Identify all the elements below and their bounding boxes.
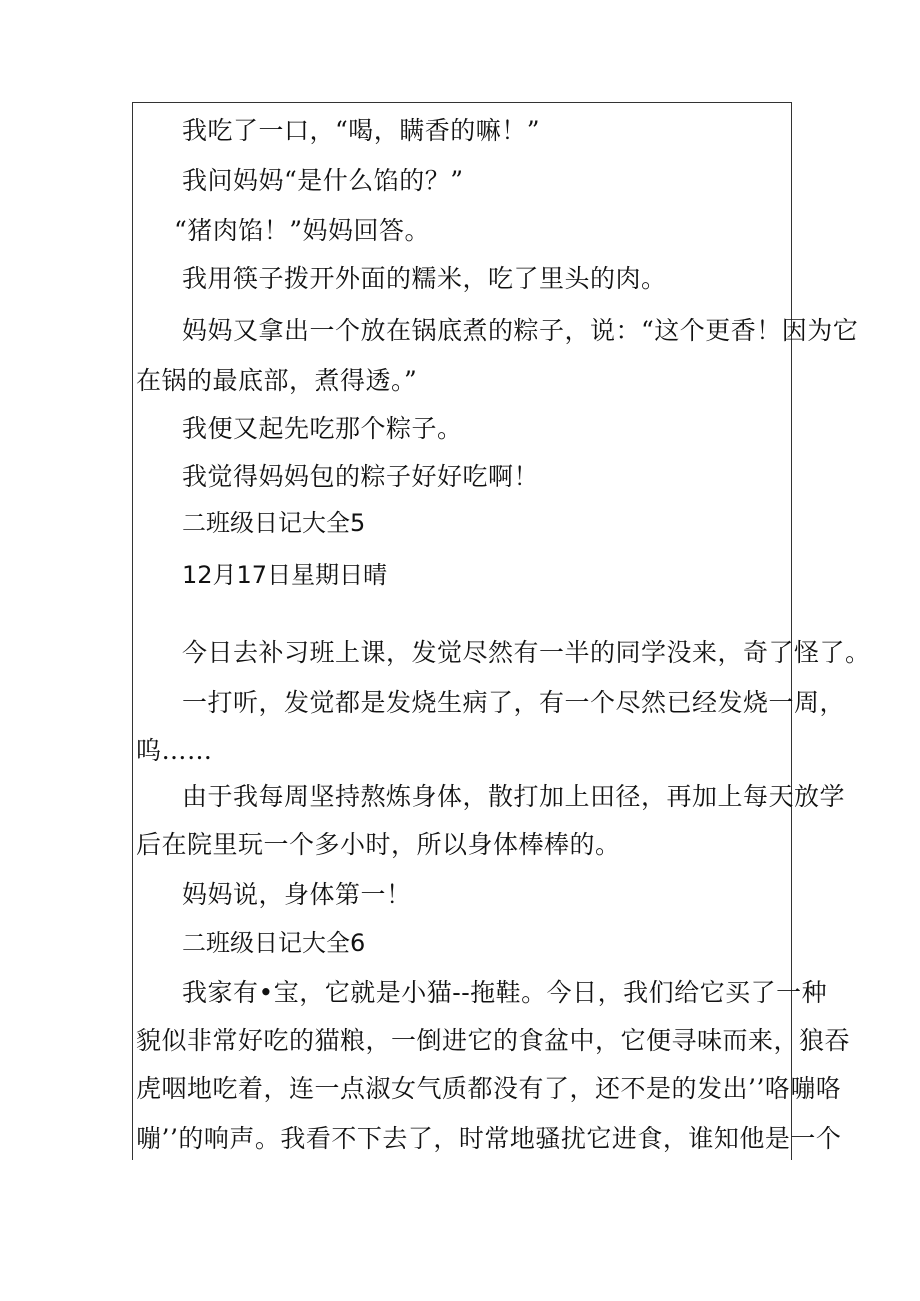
text-line: 嘣’’的响声。我看不下去了，时常地骚扰它进食，谁知他是一个 xyxy=(136,1124,842,1153)
section-heading: 二班级日记大全6 xyxy=(182,929,366,957)
diary-date: 12月17日星期日晴 xyxy=(182,561,388,589)
text-line: 我便又起先吃那个粽子。 xyxy=(182,414,463,443)
text-line: 后在院里玩一个多小时，所以身体棒棒的。 xyxy=(136,830,621,859)
text-line: 由于我每周坚持熬炼身体，散打加上田径，再加上每天放学 xyxy=(182,782,846,811)
text-line: 妈妈说，身体第一！ xyxy=(182,880,412,909)
section-heading: 二班级日记大全5 xyxy=(182,509,366,537)
text-line: 呜…… xyxy=(136,736,213,765)
text-line: 妈妈又拿出一个放在锅底煮的粽子，说：“这个更香！因为它 xyxy=(182,316,859,345)
text-line: 一打听，发觉都是发烧生病了，有一个尽然已经发烧一周， xyxy=(182,688,846,717)
text-line: 我问妈妈“是什么馅的？” xyxy=(182,166,464,195)
text-line: 我家有•宝，它就是小猫--拖鞋。今日，我们给它买了一种 xyxy=(182,978,828,1007)
text-line: 今日去补习班上课，发觉尽然有一半的同学没来，奇了怪了。 xyxy=(182,638,871,667)
text-line: “猪肉馅！”妈妈回答。 xyxy=(174,216,431,245)
text-line: 在锅的最底部，煮得透。” xyxy=(136,366,418,395)
text-line: 虎咽地吃着，连一点淑女气质都没有了，还不是的发出’’咯嘣咯 xyxy=(136,1074,842,1103)
text-line: 我觉得妈妈包的粽子好好吃啊！ xyxy=(182,462,540,491)
text-line: 我吃了一口，“喝，瞒香的嘛！” xyxy=(182,116,541,145)
text-line: 我用筷子拨开外面的糯米，吃了里头的肉。 xyxy=(182,264,667,293)
text-line: 貌似非常好吃的猫粮，一倒进它的食盆中，它便寻味而来，狼吞 xyxy=(136,1026,851,1055)
